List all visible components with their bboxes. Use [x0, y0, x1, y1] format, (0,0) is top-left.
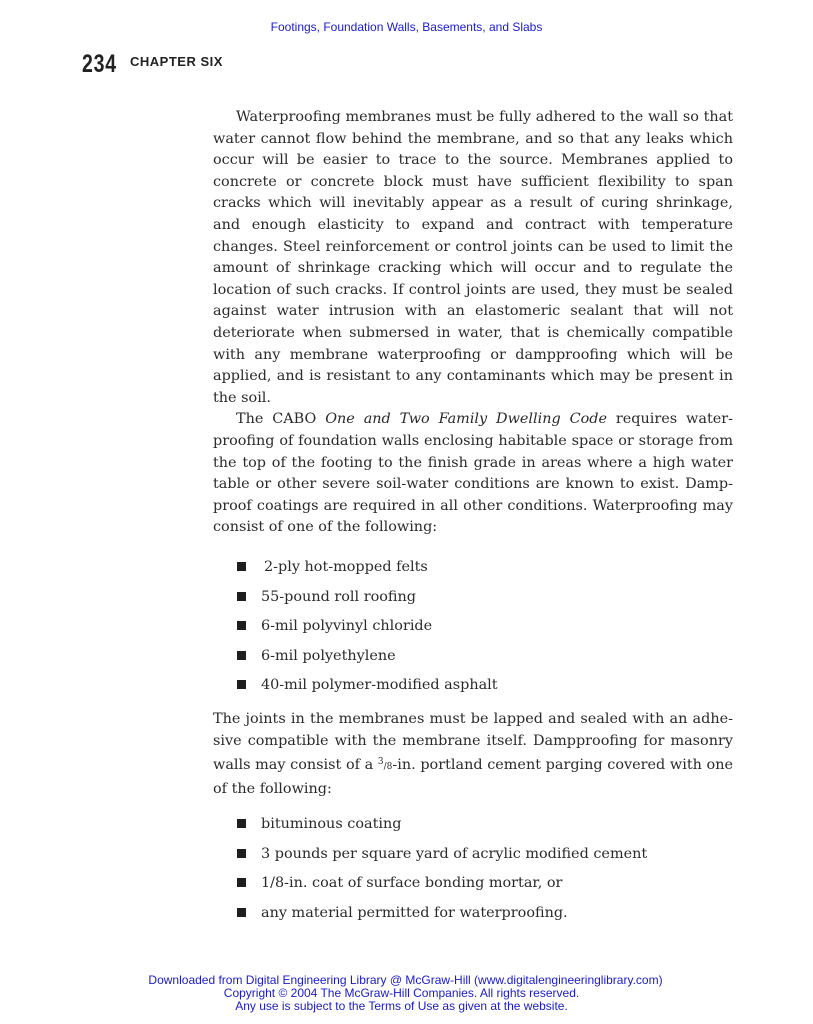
bullet-square-icon: [237, 849, 246, 858]
footer-terms[interactable]: Any use is subject to the Terms of Use as given at the website.: [235, 999, 568, 1013]
bullet-square-icon: [237, 878, 246, 887]
list-item: 55-pound roll roofing: [237, 587, 498, 617]
list-item: 1/8-in. coat of surface bonding mortar, or: [237, 873, 647, 903]
footer-copyright: Copyright © 2004 The McGraw-Hill Companies. All rights reserved.: [223, 986, 580, 1000]
page-number: 234: [82, 50, 117, 78]
bullet-square-icon: [237, 819, 246, 828]
bullet-square-icon: [237, 592, 246, 601]
list-item: 6-mil polyethylene: [237, 646, 498, 676]
bullet-square-icon: [237, 562, 246, 571]
footer-download-link[interactable]: Downloaded from Digital Engineering Library @ McGraw-Hill (www.digitalengineeringlibrary.com): [148, 973, 663, 987]
running-header-link[interactable]: Footings, Foundation Walls, Basements, and Slabs: [270, 20, 543, 34]
bullet-square-icon: [237, 680, 246, 689]
copyright-footer: [0, 974, 813, 1013]
paragraph-cabo-code: [213, 409, 733, 539]
paragraph-membranes: Waterproofing membranes must be fully adhered to the wall so that water cannot flow behind the membrane, and so that any leaks which occur will be easier to trace to the source. Membranes applied to concrete or concrete block must have sufficient flexibility to span cracks which will inevitably appear as a result of curing shrinkage, and enough elasticity to expand and contract with temperature changes. Steel reinforcement or control joints can be used to limit the amount of shrinkage cracking which will occur and to regulate the location of such cracks. If control joints are used, they must be sealed against water intrusion with an elastomeric sealant that will not deteriorate when submersed in water, that is chemically compatible with any membrane waterproofing or dampproofing which will be applied, and is resistant to any contaminants which may be present in the soil.: [213, 109, 733, 406]
waterproofing-list: [237, 557, 498, 705]
fraction-denominator: /8: [383, 762, 393, 773]
bullet-square-icon: [237, 908, 246, 917]
fraction-numerator: 3: [377, 757, 384, 768]
bullet-square-icon: [237, 651, 246, 660]
body-paragraphs: [213, 107, 733, 539]
chapter-label: CHAPTER SIX: [130, 54, 223, 69]
body-paragraph-joints: [213, 709, 733, 800]
paragraph-joints: The joints in the membranes must be lapped and sealed with an adhe-sive compatible with the membrane itself. Dampproofing for masonry walls may consist of a $^3$/8-in. portland cement parging covered with one of the following:: [213, 711, 734, 797]
list-item: bituminous coating: [237, 814, 647, 844]
paragraph-cabo-prefix: The CABO: [236, 411, 326, 428]
list-item: 6-mil polyvinyl chloride: [237, 616, 498, 646]
list-item: any material permitted for waterproofing.: [237, 903, 647, 933]
list-item: 2-ply hot-mopped felts: [237, 557, 498, 587]
code-title: One and Two Family Dwelling Code: [325, 411, 608, 428]
list-item: 40-mil polymer-modified asphalt: [237, 675, 498, 705]
list-item: 3 pounds per square yard of acrylic modified cement: [237, 844, 647, 874]
paragraph-cabo-rest: requires water-proofing of foundation walls enclosing habitable space or storage from the top of the footing to the finish grade in areas where a high water table or other severe soil-water conditions are known to exist. Damp-proof coatings are required in all other conditions. Waterproofing may consist of one of the following:: [213, 411, 733, 536]
bullet-square-icon: [237, 621, 246, 630]
dampproofing-list: [237, 814, 647, 932]
